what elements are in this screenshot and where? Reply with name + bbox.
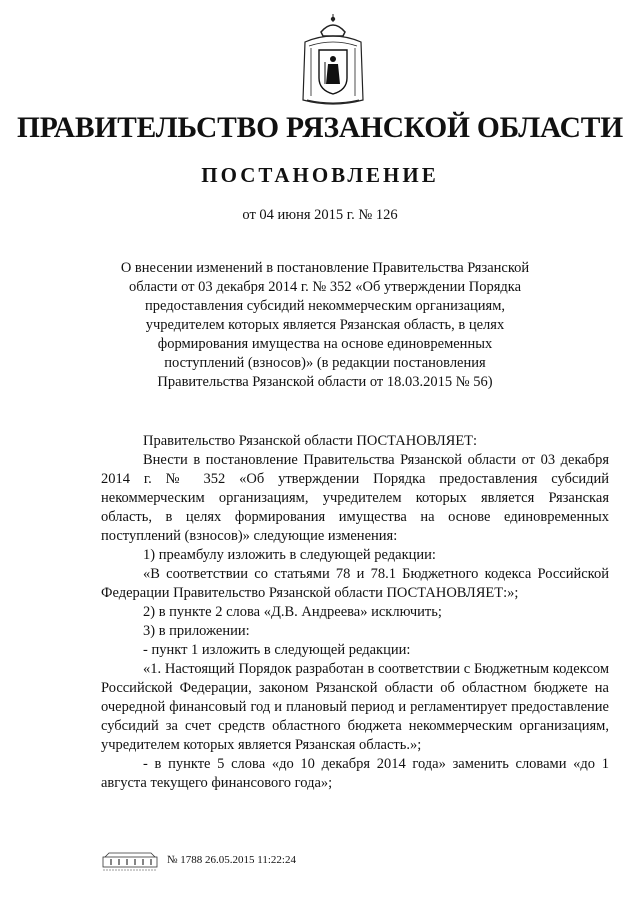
body-paragraph: 2) в пункте 2 слова «Д.В. Андреева» исключить; (143, 604, 442, 620)
body-paragraph: 3) в приложении: (143, 623, 250, 639)
body-paragraph: - пункт 1 изложить в следующей редакции: (143, 642, 411, 658)
registry-stamp-icon (101, 851, 159, 873)
government-title: ПРАВИТЕЛЬСТВО РЯЗАНСКОЙ ОБЛАСТИ (17, 112, 623, 144)
body-paragraph: «В соответствии со статьями 78 и 78.1 Бюджетного кодекса Российской Федерации Правительство Рязанской области ПОСТАНОВЛЯЕТ:»; (101, 566, 609, 601)
body-paragraph: Правительство Рязанской области ПОСТАНОВЛЯЕТ: (143, 433, 478, 449)
subject-line: области от 03 декабря 2014 г. № 352 «Об утверждении Порядка (128, 279, 522, 295)
subject-line: формирования имущества на основе единовременных (157, 336, 493, 352)
registration-number: № 1788 26.05.2015 11:22:24 (167, 854, 296, 866)
coat-of-arms-emblem (295, 12, 371, 108)
body-paragraph: «1. Настоящий Порядок разработан в соответствии с Бюджетным кодексом Российской Федерации, законом Рязанской области об областном бюджете на очередной финансовый год и плановый период и регламентирует предоставление субсидий за счет средств областного бюджета некоммерческим организациям, учредителем которых является Рязанская область.»; (101, 661, 609, 753)
document-body (101, 432, 609, 793)
document-type-title: ПОСТАНОВЛЕНИЕ (201, 163, 439, 187)
subject-line: О внесении изменений в постановление Правительства Рязанской (120, 260, 530, 276)
subject-line: учредителем которых является Рязанская область, в целях (145, 317, 505, 333)
body-paragraph: - в пункте 5 слова «до 10 декабря 2014 года» заменить словами «до 1 августа текущего финансового года»; (101, 756, 609, 791)
subject-line: поступлений (взносов)» (в редакции постановления (164, 355, 486, 371)
body-paragraph: Внести в постановление Правительства Рязанской области от 03 декабря 2014 г. № 352 «Об утверждении Порядка предоставления субсидий некоммерческим организациям, учредителем которых является Рязанская область, в целях формирования имущества на основе единовременных поступлений (взносов)» следующие изменения: (101, 452, 609, 544)
subject-line: Правительства Рязанской области от 18.03.2015 № 56) (157, 374, 493, 390)
document-subject (120, 259, 530, 392)
subject-line: предоставления субсидий некоммерческим организациям, (144, 298, 505, 314)
document-date-number: от 04 июня 2015 г. № 126 (242, 207, 398, 223)
body-paragraph: 1) преамбулу изложить в следующей редакции: (143, 547, 436, 563)
registration-footer (101, 851, 461, 873)
